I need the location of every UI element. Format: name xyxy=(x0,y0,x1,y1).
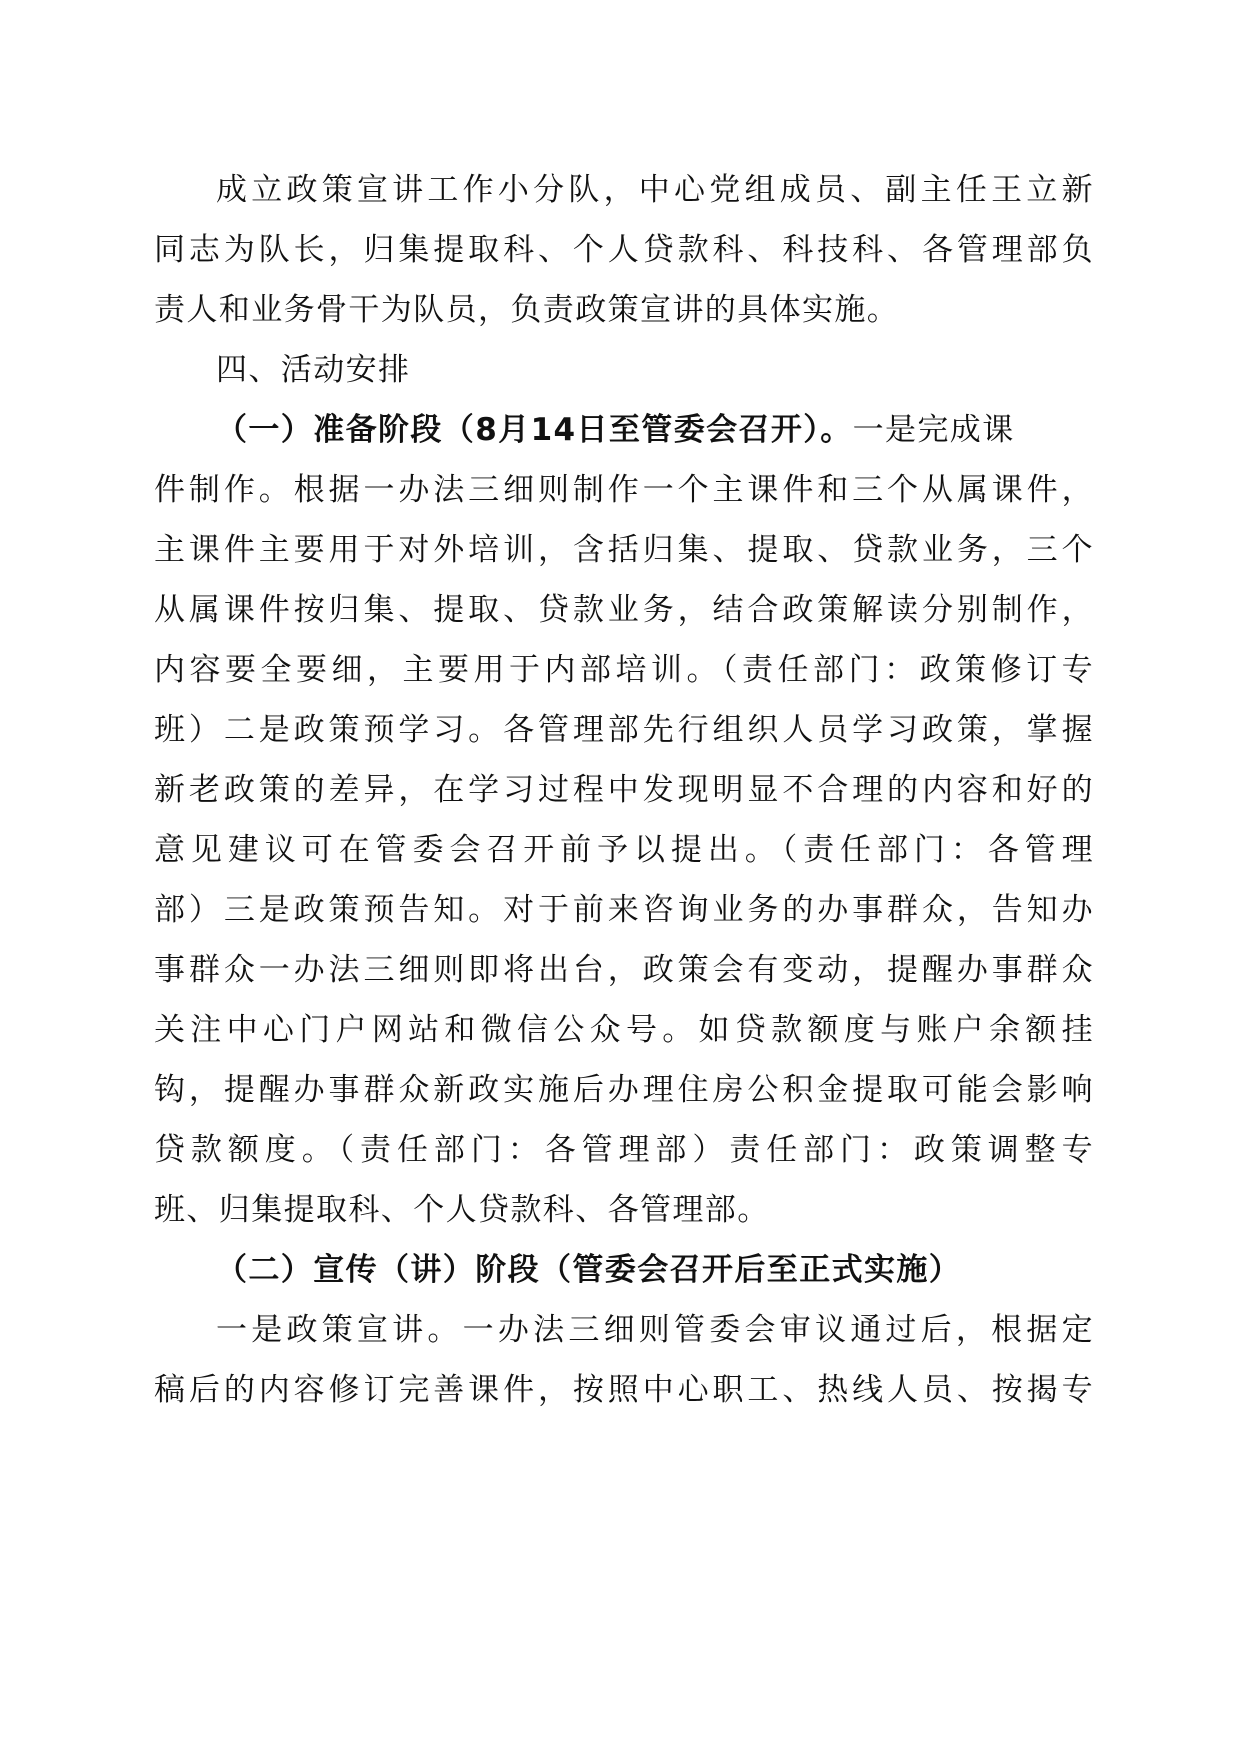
stage1-title: （一）准备阶段（8月14日至管委会召开）。 xyxy=(216,412,853,448)
paragraph-line: 一是政策宣讲。一办法三细则管委会审议通过后，根据定 xyxy=(216,1312,1094,1348)
paragraph-line: 意见建议可在管委会召开前予以提出。（责任部门：各管理 xyxy=(154,832,1094,868)
paragraph-line: 同志为队长，归集提取科、个人贷款科、科技科、各管理部负 xyxy=(154,232,1094,268)
paragraph-line: 贷款额度。（责任部门：各管理部）责任部门：政策调整专 xyxy=(154,1132,1094,1168)
paragraph-line: 件制作。根据一办法三细则制作一个主课件和三个从属课件， xyxy=(154,472,1094,508)
paragraph-line: 关注中心门户网站和微信公众号。如贷款额度与账户余额挂 xyxy=(154,1012,1094,1048)
paragraph-line: 部）三是政策预告知。对于前来咨询业务的办事群众，告知办 xyxy=(154,892,1094,928)
paragraph-line: 新老政策的差异，在学习过程中发现明显不合理的内容和好的 xyxy=(154,772,1094,808)
paragraph-line: 班）二是政策预学习。各管理部先行组织人员学习政策，掌握 xyxy=(154,712,1094,748)
paragraph-line: 内容要全要细，主要用于内部培训。（责任部门：政策修订专 xyxy=(154,652,1094,688)
stage1-first-line xyxy=(216,406,1094,454)
paragraph-line: 从属课件按归集、提取、贷款业务，结合政策解读分别制作， xyxy=(154,592,1094,628)
paragraph-line: 事群众一办法三细则即将出台，政策会有变动，提醒办事群众 xyxy=(154,952,1094,988)
paragraph-line: 成立政策宣讲工作小分队，中心党组成员、副主任王立新 xyxy=(216,172,1094,208)
paragraph-line: 主课件主要用于对外培训，含括归集、提取、贷款业务，三个 xyxy=(154,532,1094,568)
stage1-first-line-rest: 一是完成课 xyxy=(852,412,1015,448)
paragraph-line: 班、归集提取科、个人贷款科、各管理部。 xyxy=(154,1192,770,1228)
paragraph-line: 责人和业务骨干为队员，负责政策宣讲的具体实施。 xyxy=(154,292,900,328)
paragraph-line: 稿后的内容修订完善课件，按照中心职工、热线人员、按揭专 xyxy=(154,1372,1094,1408)
section-heading: 四、活动安排 xyxy=(216,352,411,388)
paragraph-line: 钩，提醒办事群众新政实施后办理住房公积金提取可能会影响 xyxy=(154,1072,1094,1108)
stage2-title: （二）宣传（讲）阶段（管委会召开后至正式实施） xyxy=(216,1252,962,1288)
